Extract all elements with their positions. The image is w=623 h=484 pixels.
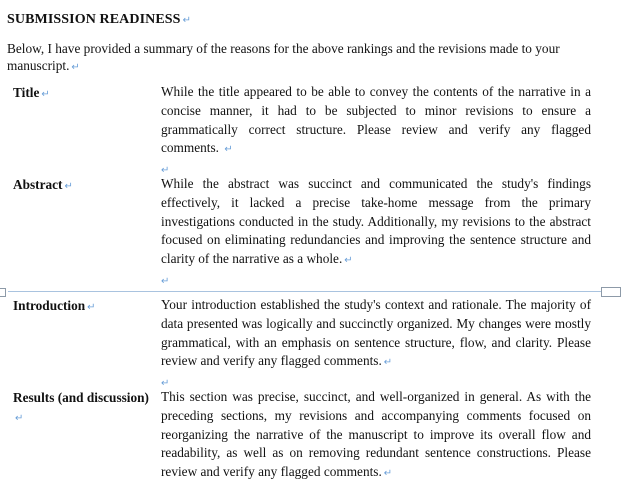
paragraph-mark-icon: ↵ — [161, 165, 170, 177]
paragraph-mark-icon: ↵ — [161, 275, 170, 287]
paragraph-mark-icon: ↵ — [383, 357, 393, 369]
paragraph-mark-icon: ↵ — [64, 181, 73, 192]
paragraph-mark-icon: ↵ — [383, 468, 393, 480]
paragraph-mark-icon: ↵ — [41, 89, 50, 100]
row-label: Introduction ↵ — [13, 298, 96, 313]
row-text: This section was precise, succinct, and well-organized in general. As with the preceding sections, my revisions and accompanying comments focused on reorganizing the narrative of the manuscript to improve its overall flow and readability, as well as on removing redundant sentence constructions. Please review and verify any flagged comments. ↵ — [161, 389, 591, 480]
paragraph-mark-icon: ↵ — [71, 62, 80, 73]
divider-line — [8, 291, 603, 292]
section-heading: SUBMISSION READINESS ↵ — [7, 12, 192, 27]
right-margin-handle[interactable] — [601, 287, 621, 297]
paragraph-mark-icon: ↵ — [15, 413, 24, 424]
row-label: Results (and discussion) ↵ — [13, 390, 149, 424]
left-margin-handle[interactable] — [0, 288, 6, 297]
paragraph-mark-icon: ↵ — [182, 15, 192, 26]
paragraph-mark-icon: ↵ — [344, 255, 353, 267]
row-text: Your introduction established the study's context and rationale. The majority of data presented was logically and succinctly organized. My changes were mostly grammatical, with an emphasis on sentence structure, flow, and clarity. Please review and verify any flagged comments. ↵ ↵ — [161, 297, 591, 390]
intro-paragraph: Below, I have provided a summary of the reasons for the above rankings and the revisions made to your manuscript. ↵ — [7, 41, 560, 73]
row-label: Abstract ↵ — [13, 177, 73, 192]
paragraph-mark-icon: ↵ — [161, 378, 170, 390]
paragraph-mark-icon: ↵ — [87, 302, 96, 313]
row-text: While the abstract was succinct and communicated the study's findings effectively, it lacked a precise take-home message from the primary investigations conducted in the study. Additionally, my revisions to the abstract focused on eliminating redundancies and improving the sentence structure and clarity of the narrative as a whole. ↵ ↵ — [161, 176, 591, 287]
paragraph-mark-icon: ↵ — [224, 144, 233, 156]
row-label: Title ↵ — [13, 85, 50, 100]
row-text: While the title appeared to be able to convey the contents of the narrative in a concise manner, it had to be subjected to minor revisions to ensure a grammatically correct structure. Please review and verify any flagged comments. ↵ ↵ — [161, 84, 591, 177]
